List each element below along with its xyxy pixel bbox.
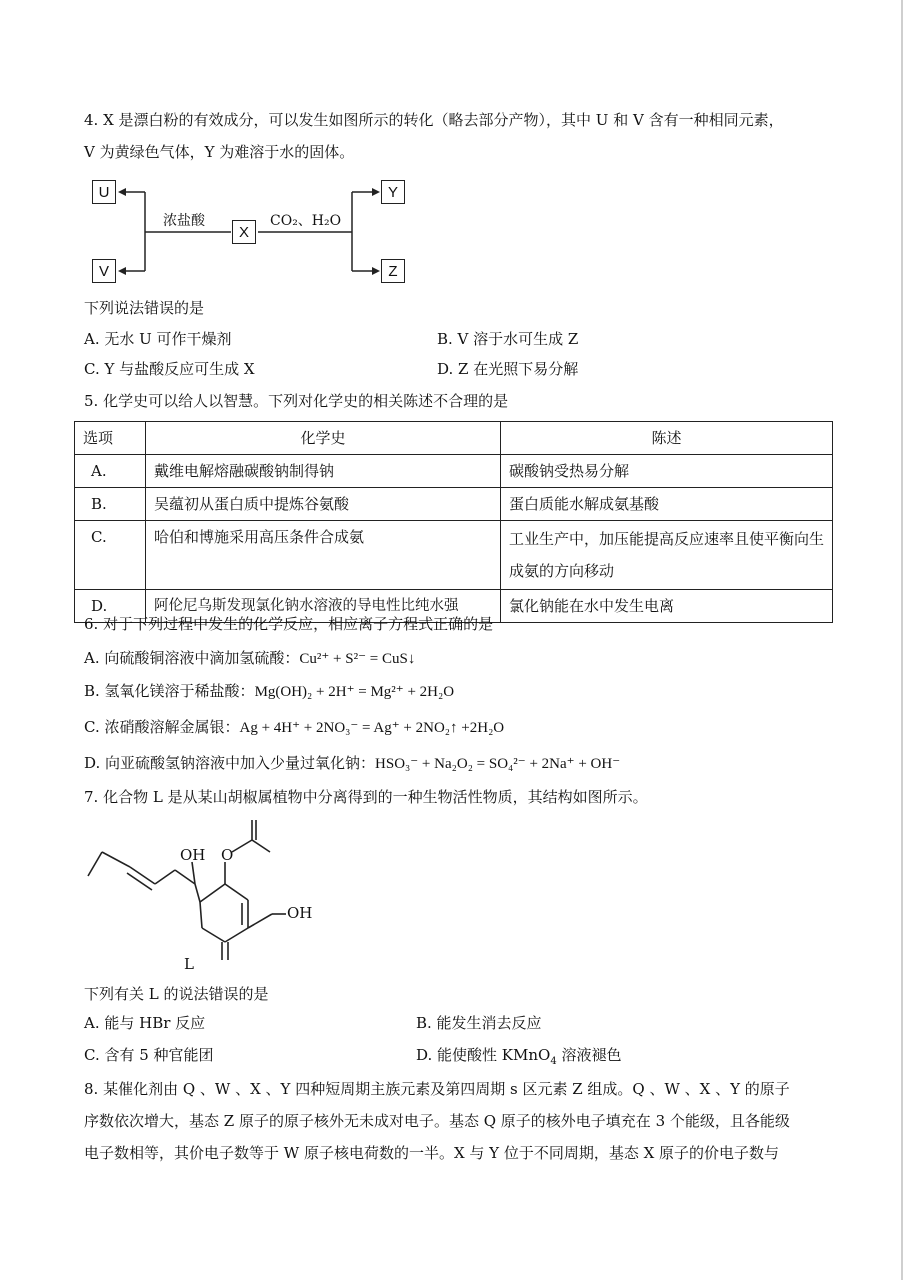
q5-cell-history: 吴蕴初从蛋白质中提炼谷氨酸 (146, 488, 501, 521)
q7-label-oh-2: OH (287, 904, 313, 922)
q5-header-option: 选项 (75, 422, 146, 455)
q5-stem: 5. 化学史可以给人以智慧。下列对化学史的相关陈述不合理的是 (84, 392, 509, 410)
q6-stem: 6. 对于下列过程中发生的化学反应，相应离子方程式正确的是 (84, 615, 494, 633)
q5-cell-option: C. (75, 521, 146, 590)
q4-prompt: 下列说法错误的是 (84, 299, 205, 317)
q7-option-c: C. 含有 5 种官能团 (84, 1046, 214, 1064)
q5-cell-history: 阿伦尼乌斯发现氯化钠水溶液的导电性比纯水强 (146, 590, 501, 623)
q5-table-header-row (75, 422, 833, 455)
q4-option-c: C. Y 与盐酸反应可生成 X (84, 360, 255, 378)
q8-line2: 序数依次增大，基态 Z 原子的原子核外无未成对电子。基态 Q 原子的核外电子填充在 3 个能级，且各能级 (84, 1112, 790, 1130)
q4-box-v: V (92, 259, 116, 283)
table-row (75, 521, 833, 590)
q5-cell-history: 戴维电解熔融碳酸钠制得钠 (146, 455, 501, 488)
q8-line3: 电子数相等，其价电子数等于 W 原子核电荷数的一半。X 与 Y 位于不同周期，基态 X 原子的价电子数与 (84, 1144, 780, 1162)
q4-box-u: U (92, 180, 116, 204)
q5-cell-statement: 工业生产中，加压能提高反应速率且使平衡向生成氨的方向移动 (501, 521, 833, 590)
q7-stem: 7. 化合物 L 是从某山胡椒属植物中分离得到的一种生物活性物质，其结构如图所示。 (84, 788, 648, 806)
q4-stem-line2: V 为黄绿色气体，Y 为难溶于水的固体。 (84, 143, 355, 161)
q5-cell-history: 哈伯和博施采用高压条件合成氨 (146, 521, 501, 590)
q4-box-y: Y (381, 180, 405, 204)
q7-option-d-pre: D. 能使酸性 KMnO (416, 1046, 551, 1064)
q6-option-b-equation: Mg(OH)₂ + 2H⁺ = Mg²⁺ + 2H₂O (254, 684, 455, 700)
q7-option-b: B. 能发生消去反应 (416, 1014, 542, 1032)
q7-label-o-ester: O (221, 846, 234, 864)
q6-option-c-text: C. 浓硝酸溶解金属银： (84, 718, 240, 736)
q4-option-b: B. V 溶于水可生成 Z (437, 330, 579, 348)
q6-option-c-equation: Ag + 4H⁺ + 2NO₃⁻ = Ag⁺ + 2NO₂↑ +2H₂O (239, 720, 505, 736)
q6-option-a-text: A. 向硫酸铜溶液中滴加氢硫酸： (84, 649, 300, 667)
q4-box-z: Z (381, 259, 405, 283)
q6-option-a-equation: Cu²⁺ + S²⁻ = CuS↓ (299, 651, 416, 667)
table-row (75, 455, 833, 488)
q4-option-a: A. 无水 U 可作干燥剂 (84, 330, 232, 348)
q4-stem-line1: 4. X 是漂白粉的有效成分，可以发生如图所示的转化（略去部分产物），其中 U 和 V 含有一种相同元素， (84, 111, 784, 129)
table-row (75, 488, 833, 521)
q6-option-c (84, 716, 504, 739)
q6-option-d (84, 752, 620, 775)
q5-header-history: 化学史 (146, 422, 501, 455)
q6-option-a (84, 647, 415, 670)
q7-option-d-post: 溶液褪色 (556, 1046, 622, 1064)
q7-label-oh-1: OH (180, 846, 206, 864)
q4-label-conc-hcl: 浓盐酸 (163, 213, 205, 229)
q7-molecule-name: L (184, 955, 194, 973)
q5-cell-statement: 碳酸钠受热易分解 (501, 455, 833, 488)
q7-option-d-sub: 4 (550, 1056, 557, 1067)
q4-option-d: D. Z 在光照下易分解 (437, 360, 579, 378)
q5-cell-statement: 氯化钠能在水中发生电离 (501, 590, 833, 623)
q5-cell-option: D. (75, 590, 146, 623)
q7-option-d (416, 1044, 621, 1066)
q7-molecule-structure (80, 812, 320, 972)
q6-option-b-text: B. 氢氧化镁溶于稀盐酸： (84, 682, 255, 700)
q6-option-b (84, 680, 454, 703)
q8-line1: 8. 某催化剂由 Q 、W 、X 、Y 四种短周期主族元素及第四周期 s 区元素 Z 组成。Q 、W 、X 、Y 的原子 (84, 1080, 790, 1098)
q5-header-statement: 陈述 (501, 422, 833, 455)
q5-table (74, 421, 833, 623)
q7-prompt: 下列有关 L 的说法错误的是 (84, 985, 269, 1003)
q4-label-co2-h2o: CO₂、H₂O (270, 213, 342, 229)
q5-cell-option: A. (75, 455, 146, 488)
q7-option-a: A. 能与 HBr 反应 (84, 1014, 206, 1032)
q5-cell-option: B. (75, 488, 146, 521)
q4-box-x: X (232, 220, 256, 244)
q5-cell-statement: 蛋白质能水解成氨基酸 (501, 488, 833, 521)
q6-option-d-equation: HSO₃⁻ + Na₂O₂ = SO₄²⁻ + 2Na⁺ + OH⁻ (375, 756, 621, 772)
q6-option-d-text: D. 向亚硫酸氢钠溶液中加入少量过氧化钠： (84, 754, 376, 772)
